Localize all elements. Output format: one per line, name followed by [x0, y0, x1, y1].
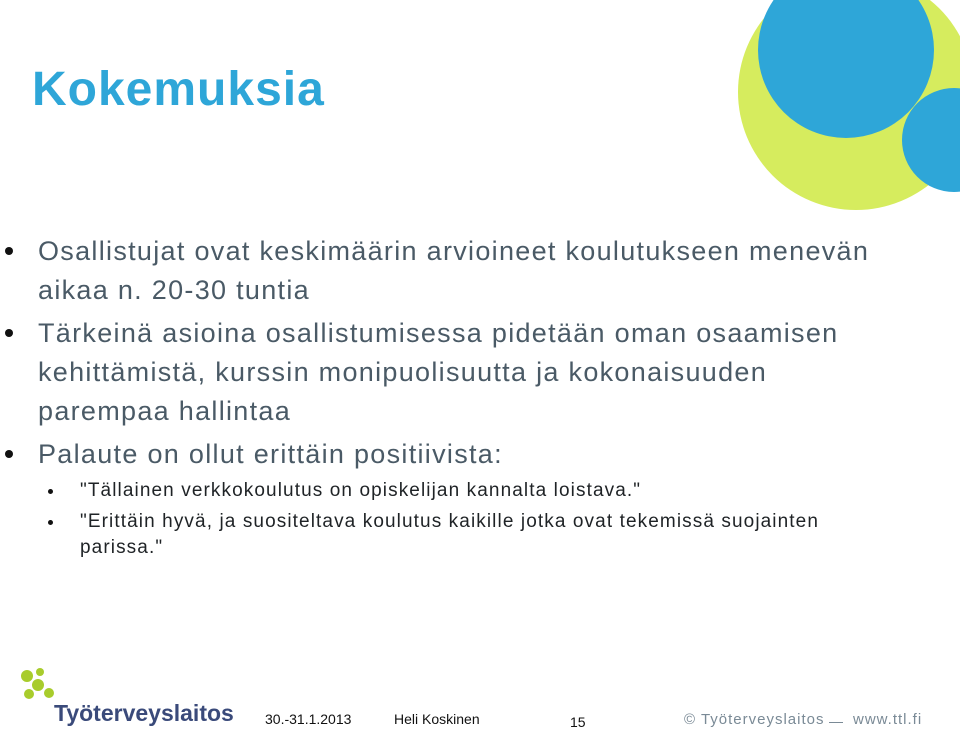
sub-bullet-item: "Tällainen verkkokoulutus on opiskelijan kannalta loistava." [0, 478, 900, 504]
page-number: 15 [570, 714, 586, 730]
bullet-item: Tärkeinä asioina osallistumisessa pidetään oman osaamisen kehittämistä, kurssin monipuolisuutta ja kokonaisuuden parempaa hallintaa [0, 314, 900, 431]
bullet-list [0, 232, 900, 566]
slide-footer [0, 660, 960, 732]
footer-date: 30.-31.1.2013 [265, 711, 352, 727]
footer-author: Heli Koskinen [394, 711, 480, 727]
footer-url: www.ttl.fi [853, 711, 923, 728]
bullet-item: Osallistujat ovat keskimäärin arvioineet koulutukseen menevän aikaa n. 20-30 tuntia [0, 232, 900, 310]
logo-wordmark: Työterveyslaitos [54, 700, 234, 726]
footer-divider [829, 722, 843, 723]
sub-bullet-item: "Erittäin hyvä, ja suositeltava koulutus kaikille jotka ovat tekemissä suojainten parissa." [0, 509, 900, 561]
bullet-item: Palaute on ollut erittäin positiivista: [0, 435, 900, 474]
footer-copyright: © Työterveyslaitos [684, 711, 825, 728]
slide-title: Kokemuksia [32, 63, 325, 116]
